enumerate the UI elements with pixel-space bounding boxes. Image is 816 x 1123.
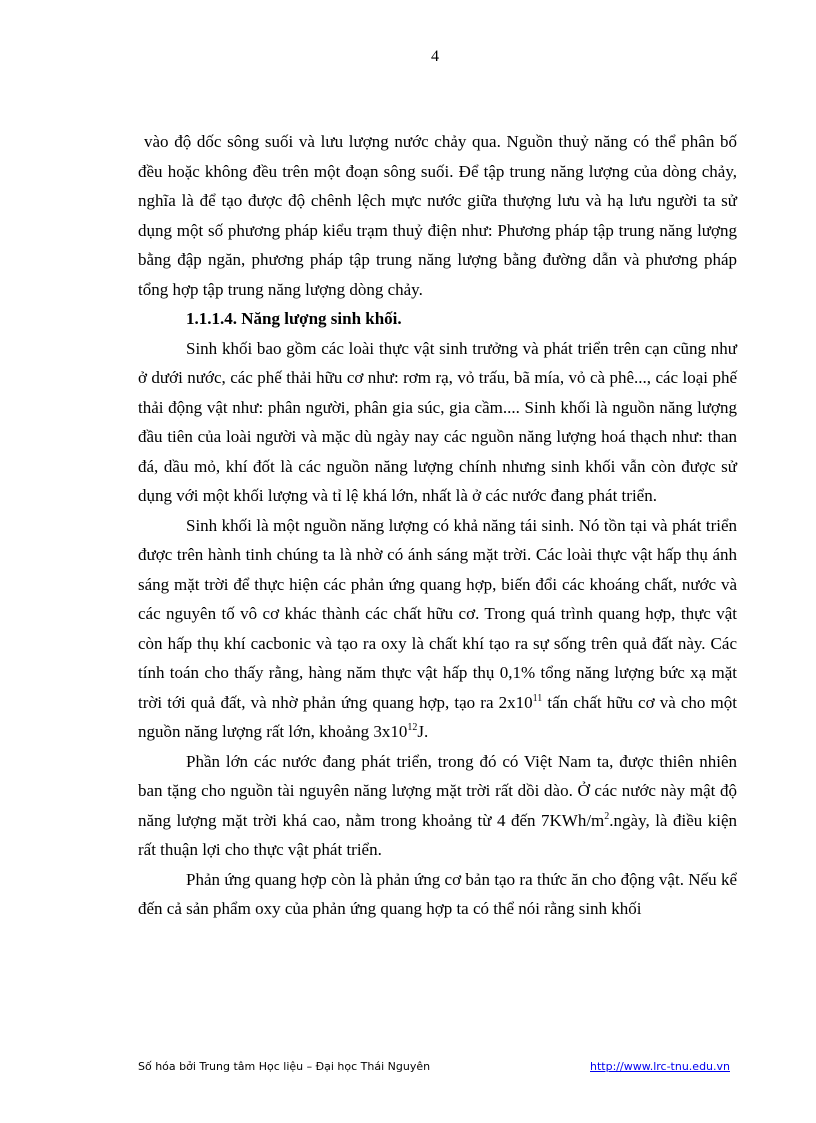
footer-source: Số hóa bởi Trung tâm Học liệu – Đại học Thái Nguyên	[138, 1060, 431, 1073]
energy-sentence: tấn chất hữu cơ và cho một nguồn năng lượng rất lớn, khoảng 3x10	[138, 692, 737, 741]
footer-link[interactable]: http://www.lrc-tnu.edu.vn	[590, 1060, 730, 1073]
organic-matter-value: 2x10	[498, 692, 533, 712]
solar-density-value: 7KWh/m	[541, 810, 605, 830]
paragraph-solar-resources	[138, 747, 737, 865]
paragraph-solar-resources-text: Phần lớn các nước đang phát triển, trong đó có Việt Nam ta, được thiên nhiên ban tặng cho nguồn tài nguyên năng lượng mặt trời rất dồi dào. Ở các nước này mật độ năng lượng mặt trời khá cao, nằm trong khoảng từ 4 đến	[138, 751, 737, 830]
paragraph-hydro-continuation: vào độ dốc sông suối và lưu lượng nước chảy qua. Nguồn thuỷ năng có thể phân bố đều hoặc không đều trên một đoạn sông suối. Để tập trung năng lượng của dòng chảy, nghĩa là để tạo được độ chênh lệch mực nước giữa thượng lưu và hạ lưu người ta sử dụng một số phương pháp kiểu trạm thuỷ điện như: Phương pháp tập trung năng lượng bằng đập ngăn, phương pháp tập trung năng lượng bằng đường dẫn và phương pháp tổng hợp tập trung năng lượng dòng chảy.	[138, 132, 737, 299]
document-body	[138, 127, 737, 924]
energy-unit: J.	[417, 722, 429, 741]
energy-exponent: 12	[407, 722, 418, 733]
solar-density-rest: .ngày, là điều kiện rất thuận lợi cho thực vật phát triển.	[138, 810, 737, 859]
paragraph-biomass-renewable-text: Sinh khối là một nguồn năng lượng có khả năng tái sinh. Nó tồn tại và phát triển được trên hành tinh chúng ta là nhờ có ánh sáng mặt trời. Các loài thực vật hấp thụ ánh sáng mặt trời để thực hiện các phản ứng quang hợp, biến đổi các khoáng chất, nước và các nguyên tố vô cơ khác thành các chất hữu cơ. Trong quá trình quang hợp, thực vật còn hấp thụ khí cacbonic và tạo ra oxy là chất khí tạo ra sự sống trên quả đất này. Các tính toán cho thấy rằng, hàng năm thực vật hấp thụ 0,1% tổng năng lượng bức xạ mặt trời tới quả đất, và nhờ phản ứng quang hợp, tạo ra	[138, 515, 737, 712]
page-number: 4	[431, 48, 439, 65]
paragraph-photosynthesis: Phản ứng quang hợp còn là phản ứng cơ bản tạo ra thức ăn cho động vật. Nếu kể đến cả sản phẩm oxy của phản ứng quang hợp ta có thể nói rằng sinh khối	[138, 869, 737, 918]
paragraph-biomass-renewable	[138, 511, 737, 747]
organic-matter-exponent: 11	[532, 692, 543, 704]
section-heading-biomass: 1.1.1.4. Năng lượng sinh khối.	[186, 309, 402, 328]
paragraph-biomass-definition: Sinh khối bao gồm các loài thực vật sinh trưởng và phát triển trên cạn cũng như ở dưới nước, các phế thải hữu cơ như: rơm rạ, vỏ trấu, bã mía, vỏ cà phê..., các loại phế thải động vật như: phân người, phân gia súc, gia cầm.... Sinh khối là nguồn năng lượng đầu tiên của loài người và mặc dù ngày nay các nguồn năng lượng hoá thạch như: than đá, dầu mỏ, khí đốt là các nguồn năng lượng chính nhưng sinh khối vẫn còn được sử dụng với một khối lượng và tỉ lệ khá lớn, nhất là ở các nước đang phát triển.	[138, 338, 737, 505]
page-footer	[138, 1060, 730, 1073]
solar-density-exponent: 2	[604, 810, 610, 822]
